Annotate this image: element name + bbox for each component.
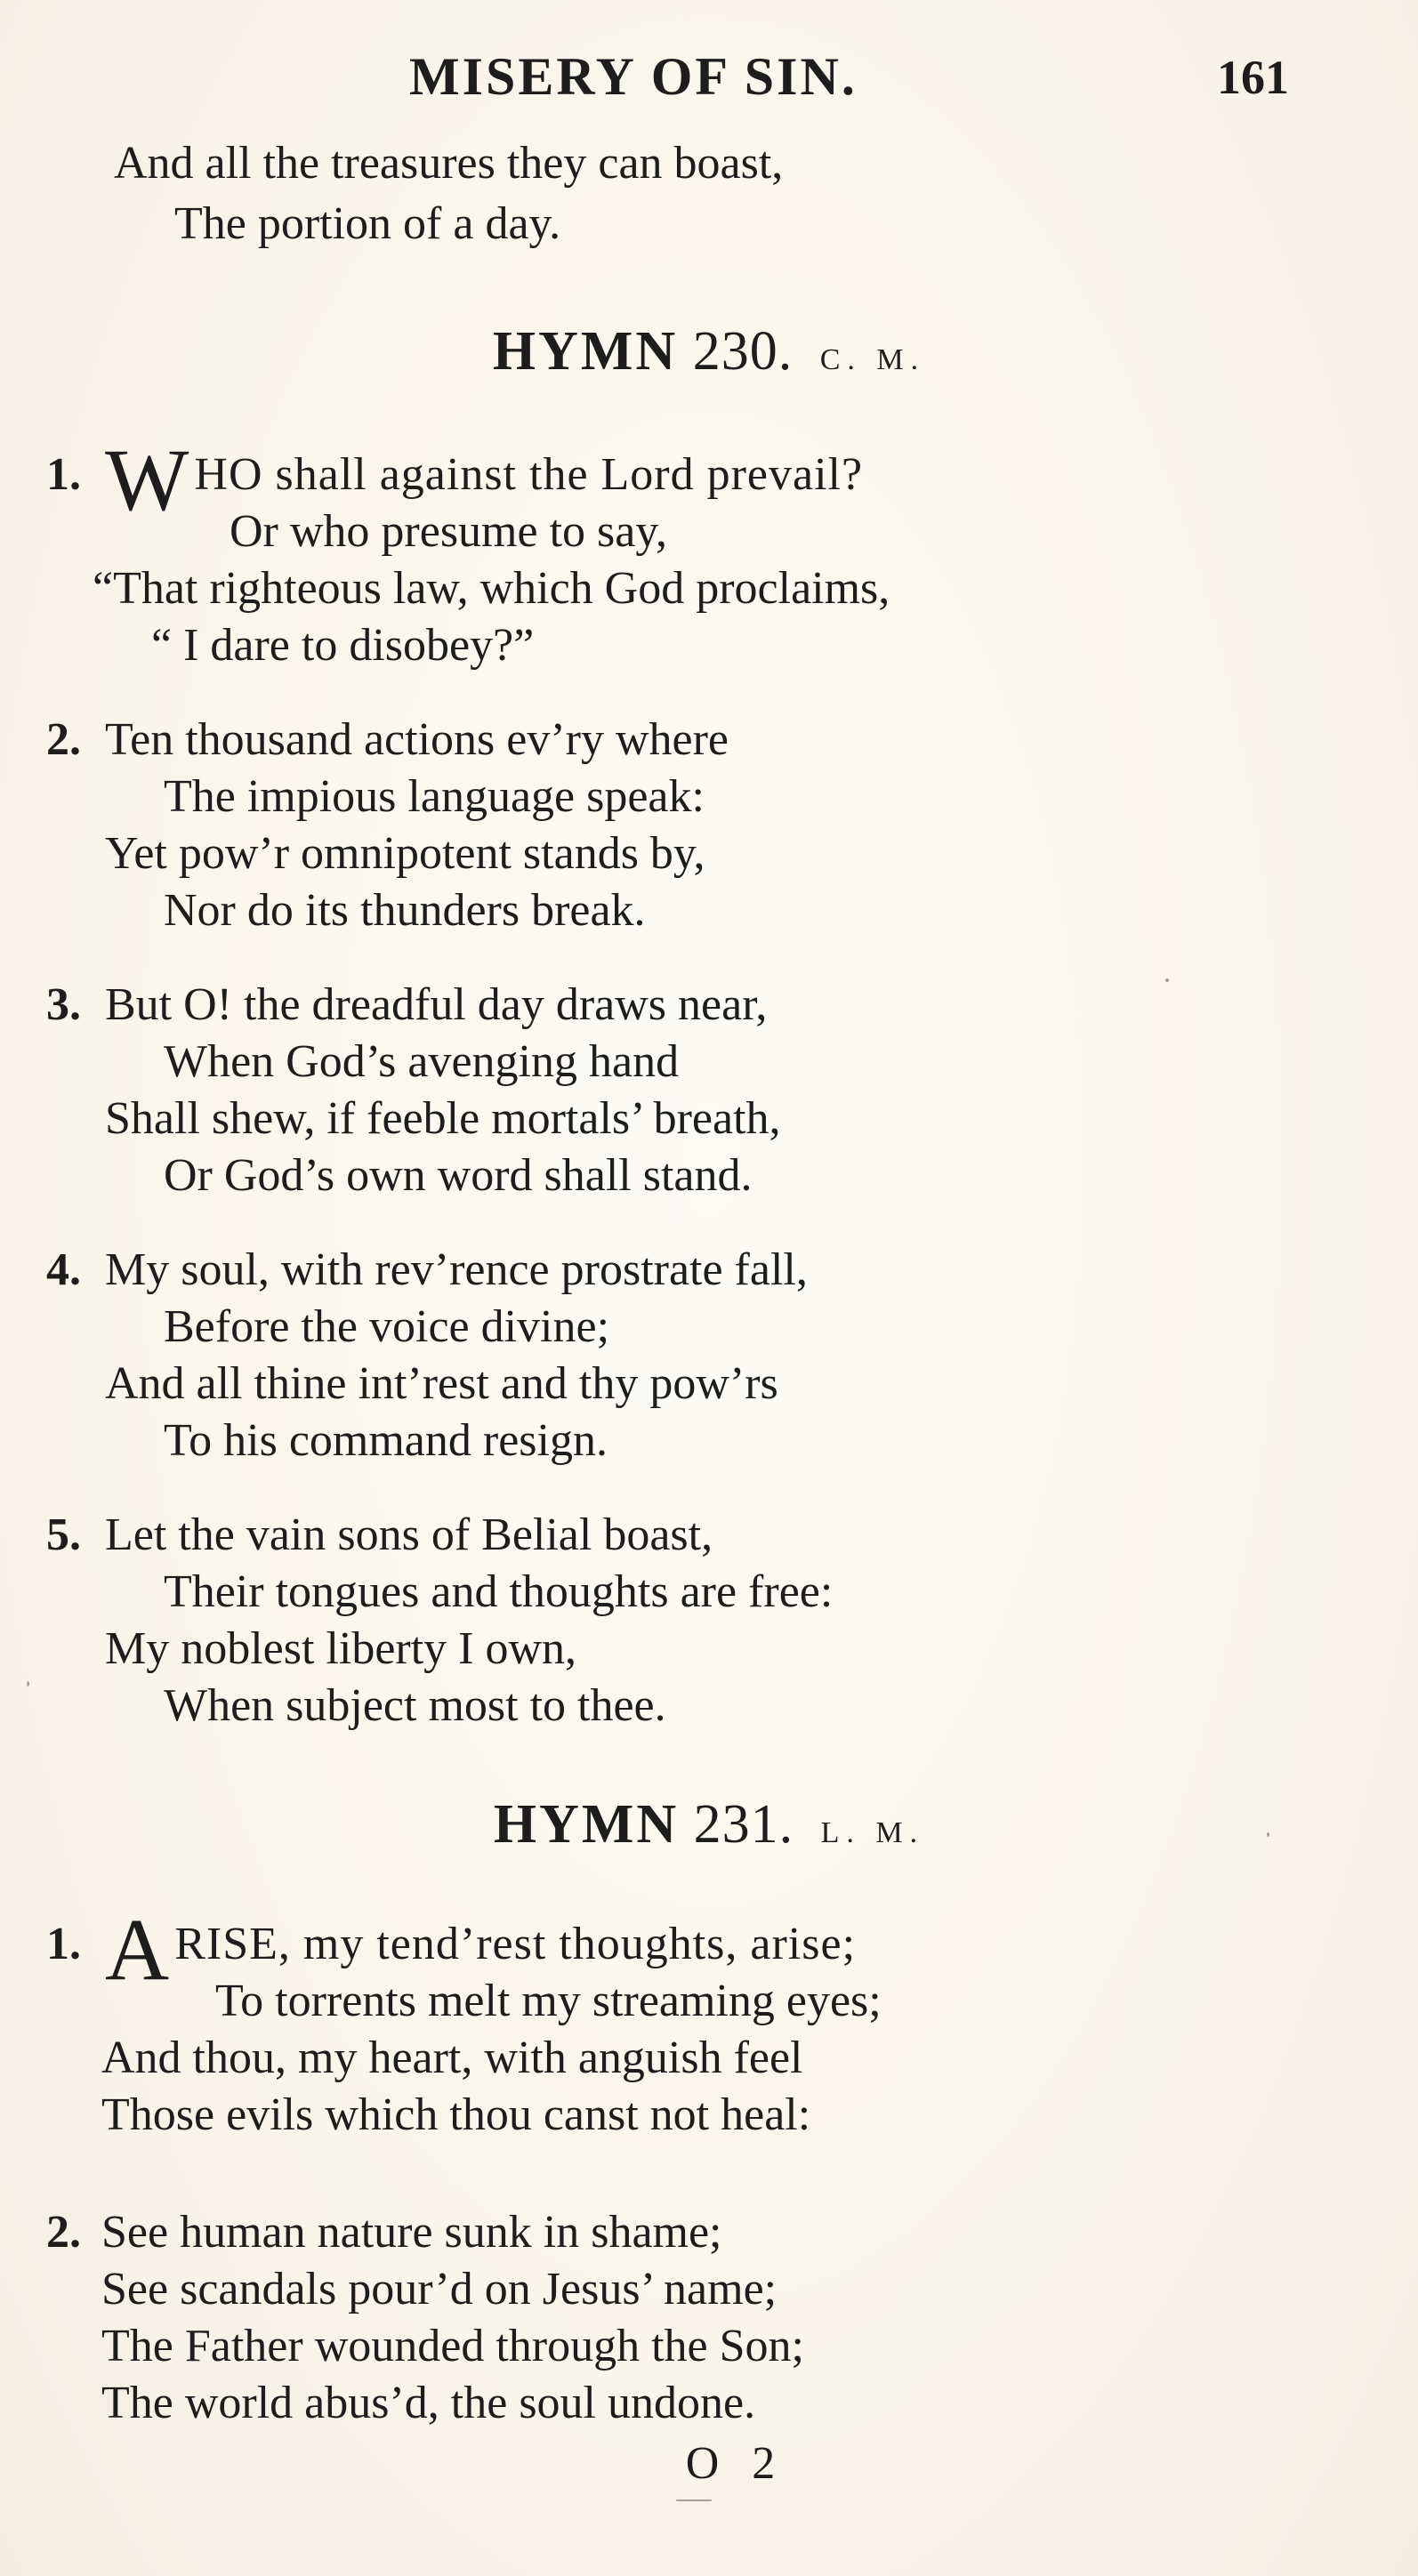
stanza-number: 2. <box>46 714 81 765</box>
stanza-number: 1. <box>46 449 81 500</box>
verse-line: Nor do its thunders break. <box>164 885 646 936</box>
verse-line: See human nature sunk in shame; <box>101 2207 722 2258</box>
stanza-230-2 <box>46 712 1381 939</box>
verse-line: But O! the dreadful day draws near, <box>105 979 768 1030</box>
verse-line: Let the vain sons of Belial boast, <box>105 1509 713 1560</box>
drop-cap: A <box>105 1900 170 1999</box>
stanza-number: 3. <box>46 979 81 1030</box>
verse-line: The impious language speak: <box>164 771 705 822</box>
verse-line: And thou, my heart, with anguish feel <box>101 2033 803 2083</box>
stanza-230-5 <box>46 1507 1381 1735</box>
running-head <box>0 34 1418 105</box>
stanza-231-1 <box>46 1900 1381 2144</box>
stanza-231-2 <box>46 2204 1381 2432</box>
hymn-label: HYMN <box>493 1794 680 1855</box>
verse-line: When subject most to thee. <box>164 1680 666 1731</box>
verse-line: HO shall against the Lord prevail? <box>194 449 864 500</box>
verse-line: RISE, my tend’rest thoughts, arise; <box>174 1919 857 1969</box>
verse-line: Or who presume to say, <box>230 506 667 557</box>
stanza-number: 1. <box>46 1919 81 1969</box>
verse-line: And all thine int’rest and thy pow’rs <box>105 1358 778 1409</box>
verse-line: My noblest liberty I own, <box>105 1623 577 1674</box>
print-speck <box>27 1681 29 1686</box>
verse-line: To his command resign. <box>164 1415 608 1466</box>
carry-over-verse <box>114 133 783 254</box>
verse-line: And all the treasures they can boast, <box>114 138 784 189</box>
verse-line: Their tongues and thoughts are free: <box>164 1566 834 1617</box>
verse-line: To torrents melt my streaming eyes; <box>215 1976 882 2026</box>
hymn-number: 231. <box>693 1794 794 1855</box>
verse-line: Those evils which thou canst not heal: <box>101 2089 811 2140</box>
verse-line: Ten thousand actions ev’ry where <box>105 714 729 765</box>
stanza-230-1 <box>46 431 1381 674</box>
verse-line: When God’s avenging hand <box>164 1036 680 1087</box>
hymn-meter: L. M. <box>820 1816 925 1849</box>
verse-line: See scandals pour’d on Jesus’ name; <box>101 2264 777 2314</box>
stanza-number: 2. <box>46 2207 81 2258</box>
verse-line: The Father wounded through the Son; <box>101 2321 804 2371</box>
print-speck <box>676 2500 712 2501</box>
running-title: MISERY OF SIN. <box>409 47 858 106</box>
hymn-heading-230 <box>0 320 1418 383</box>
stanza-230-4 <box>46 1242 1381 1469</box>
hymn-number: 230. <box>692 321 794 382</box>
verse-line: My soul, with rev’rence prostrate fall, <box>105 1244 808 1295</box>
stanza-230-3 <box>46 977 1381 1204</box>
page-number: 161 <box>1217 51 1289 104</box>
verse-line: Before the voice divine; <box>164 1301 610 1352</box>
verse-line: Or God’s own word shall stand. <box>164 1150 753 1201</box>
signature-mark: O 2 <box>685 2438 786 2489</box>
verse-line: The world abus’d, the soul undone. <box>101 2378 756 2428</box>
stanza-number: 5. <box>46 1509 81 1560</box>
stanza-number: 4. <box>46 1244 81 1295</box>
verse-line: The portion of a day. <box>174 198 561 249</box>
print-speck <box>1165 978 1169 982</box>
drop-cap: W <box>105 431 189 529</box>
verse-line: “That righteous law, which God proclaims, <box>93 563 890 614</box>
verse-line: “ I dare to disobey?” <box>151 620 535 671</box>
print-speck <box>1267 1832 1269 1837</box>
hymn-heading-231 <box>0 1793 1418 1856</box>
hymn-label: HYMN <box>492 321 679 382</box>
verse-line: Yet pow’r omnipotent stands by, <box>105 828 705 879</box>
verse-line: Shall shew, if feeble mortals’ breath, <box>105 1093 781 1144</box>
hymn-meter: C. M. <box>819 343 926 376</box>
